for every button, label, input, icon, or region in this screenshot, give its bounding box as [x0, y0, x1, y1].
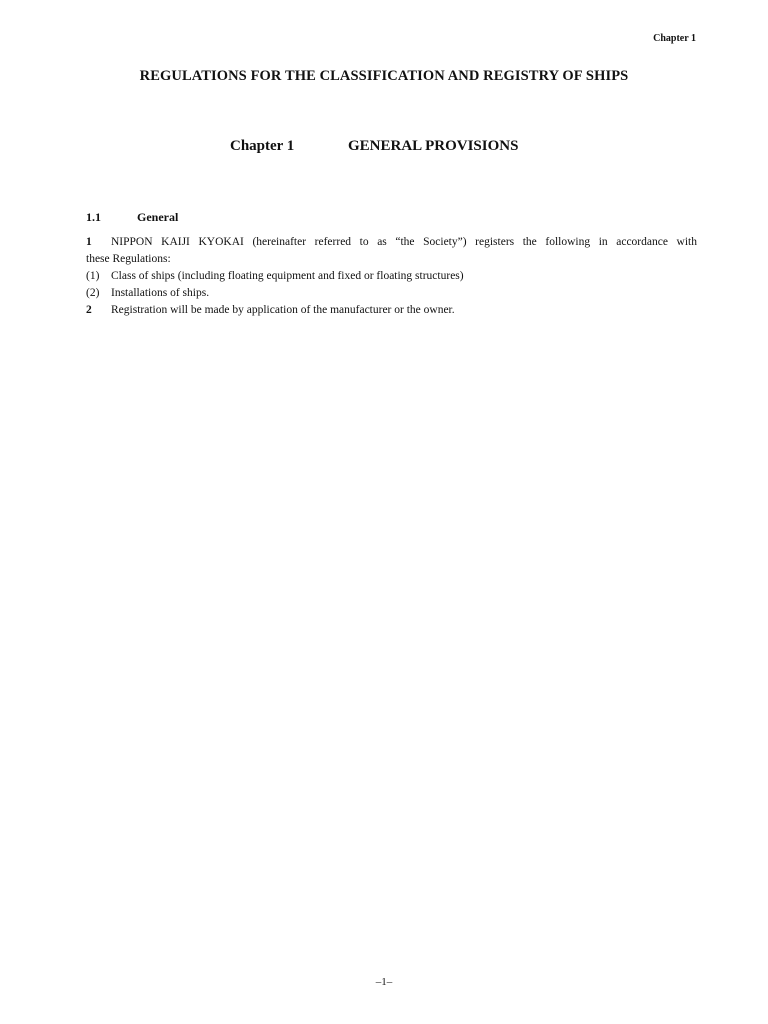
list-item — [86, 285, 697, 302]
paragraph-1 — [86, 234, 697, 268]
section-title: General — [137, 210, 179, 224]
paragraph-number: 1 — [86, 236, 92, 248]
paragraph-2 — [86, 302, 697, 319]
list-item-marker: (2) — [86, 287, 100, 299]
document-title: REGULATIONS FOR THE CLASSIFICATION AND REGISTRY OF SHIPS — [139, 68, 629, 84]
chapter-heading — [230, 138, 518, 155]
body-text — [86, 234, 697, 319]
section-number: 1.1 — [86, 210, 101, 224]
section-heading — [86, 210, 178, 225]
running-header: Chapter 1 — [653, 33, 696, 44]
paragraph-2-text: Registration will be made by application of the manufacturer or the owner. — [111, 304, 455, 316]
list-item-text: Installations of ships. — [111, 287, 210, 299]
paragraph-number: 2 — [86, 304, 92, 316]
list-item-marker: (1) — [86, 270, 100, 282]
list-item — [86, 268, 697, 285]
chapter-number: Chapter 1 — [230, 138, 295, 154]
paragraph-1-line-2: these Regulations: — [86, 253, 171, 265]
chapter-title: GENERAL PROVISIONS — [348, 138, 519, 154]
list-item-text: Class of ships (including floating equipment and fixed or floating structures) — [111, 270, 464, 282]
paragraph-1-line-1 — [86, 234, 697, 251]
paragraph-1-text: NIPPON KAIJI KYOKAI (hereinafter referred to as “the Society”) registers the following in accordance with — [111, 236, 697, 248]
page-number: –1– — [375, 976, 393, 988]
